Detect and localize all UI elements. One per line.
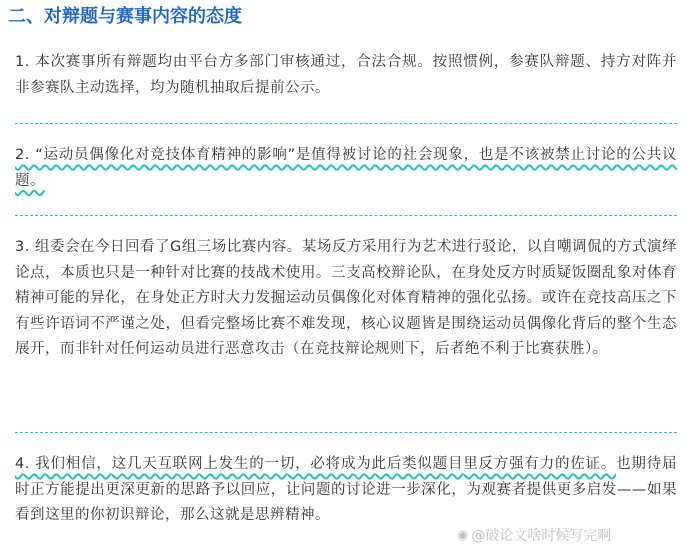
paragraph-4-text: 也期待届时正方能提出更深更新的思路予以回应，让问题的讨论进一步深化，为观赛者提供更多启发——如果看到这里的你初识辩论，那么这就是思辨精神。 (15, 456, 678, 523)
paragraph-3 (15, 235, 677, 363)
paragraph-3-text: 3. 组委会在今日回看了G组三场比赛内容。某场反方采用行为艺术进行驳论，以自嘲调侃的方式演绎论点，本质也只是一种针对比赛的技战术使用。三支高校辩论队，在身处反方时质疑饭圈乱象对体育精神可能的异化，在身处正方时大力发掘运动员偶像化对体育精神的强化弘扬。或许在竞技高压之下有些许语词不严谨之处，但看完整场比赛不难发现，核心议题皆是围绕运动员偶像化背后的整个生态展开，而非针对任何运动员进行恶意攻击（在竞技辩论规则下，后者绝不利于比赛获胜）。 (15, 239, 677, 357)
paragraph-1 (15, 50, 677, 101)
weibo-watermark (457, 525, 611, 545)
paragraph-2-highlight: 2. “运动员偶像化对竞技体育精神的影响”是值得被讨论的社会现象，也是不该被禁止讨论的公共议题。 (15, 147, 677, 189)
section-divider-2 (15, 215, 677, 216)
paragraph-2 (15, 143, 677, 194)
weibo-icon: ◉ (457, 527, 469, 543)
paragraph-1-text: 1. 本次赛事所有辩题均由平台方多部门审核通过，合法合规。按照惯例，参赛队辩题、持方对阵并非参赛队主动选择，均为随机抽取后提前公示。 (15, 54, 677, 96)
paragraph-4-highlight: 4. 我们相信，这几天互联网上发生的一切，必将成为此后类似题目里反方强有力的佐证。 (15, 456, 617, 472)
paragraph-4 (15, 452, 677, 529)
watermark-text: @破论文啥时候写完啊 (471, 528, 612, 544)
section-title: 二、对辩题与赛事内容的态度 (8, 6, 242, 27)
section-divider-3 (15, 432, 677, 433)
section-divider-1 (15, 123, 677, 124)
